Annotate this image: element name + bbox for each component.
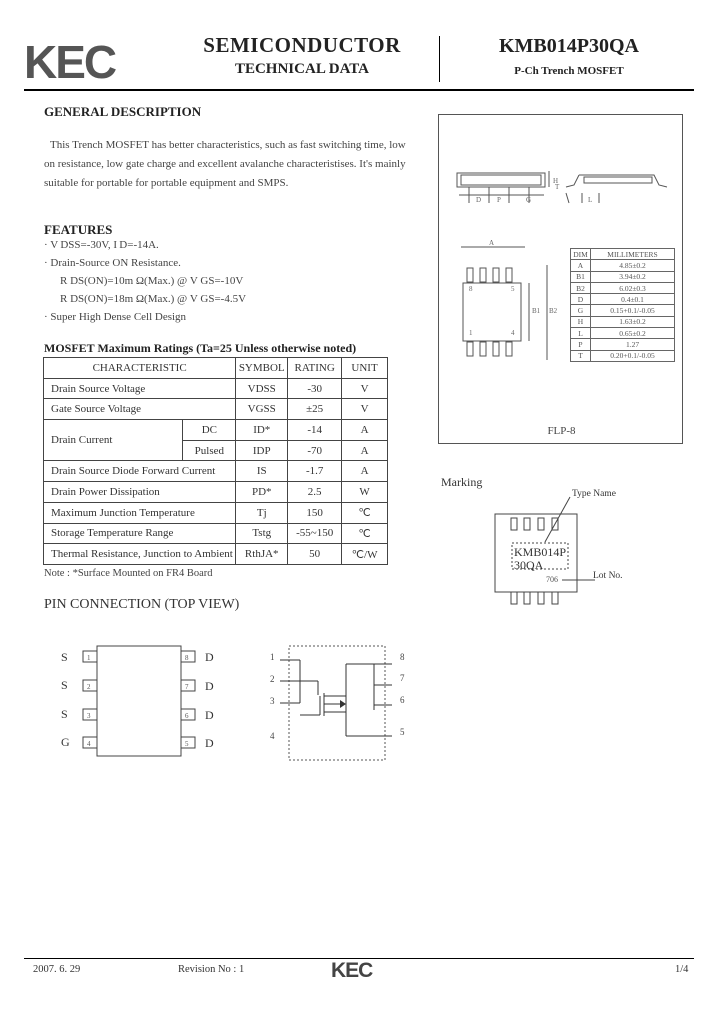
svg-text:G: G xyxy=(526,196,532,204)
cell-subcondition: Pulsed xyxy=(183,440,236,461)
package-name: FLP-8 xyxy=(547,425,576,437)
marking-pin xyxy=(538,592,544,604)
ratings-header-row xyxy=(44,358,388,379)
pin-number: 8 xyxy=(185,654,189,662)
dim-cell: 1.63±0.2 xyxy=(591,316,675,327)
desc-line: This Trench MOSFET has better characteristics, such as fast switching time, low xyxy=(50,139,406,151)
ratings-row xyxy=(44,523,388,544)
pin-label-right: D xyxy=(205,708,214,722)
cell-symbol: VGSS xyxy=(236,399,288,420)
svg-text:KEC: KEC xyxy=(331,959,373,980)
svg-text:5: 5 xyxy=(511,285,515,293)
cell-unit: A xyxy=(342,440,388,461)
svg-text:B2: B2 xyxy=(549,307,558,315)
lot-no-label: Lot No. xyxy=(593,571,623,581)
ratings-row xyxy=(44,399,388,420)
marking-pin xyxy=(524,518,530,530)
svg-text:L: L xyxy=(588,196,593,204)
dim-cell: B2 xyxy=(571,282,591,293)
cell-unit: ℃ xyxy=(342,523,388,544)
feature-item: · Drain-Source ON Resistance. xyxy=(44,257,181,269)
svg-text:D: D xyxy=(476,196,482,204)
marking-pin xyxy=(552,592,558,604)
cell-symbol: IS xyxy=(236,461,288,482)
pin-label-right: D xyxy=(205,650,214,664)
cell-characteristic: Thermal Resistance, Junction to Ambient xyxy=(44,544,236,565)
ratings-row xyxy=(44,544,388,565)
general-description xyxy=(44,136,424,193)
marking-pin xyxy=(511,518,517,530)
dim-cell: P xyxy=(571,339,591,350)
cell-unit: V xyxy=(342,399,388,420)
svg-text:A: A xyxy=(489,239,495,247)
dim-cell: L xyxy=(571,328,591,339)
dim-cell: 3.94±0.2 xyxy=(591,271,675,282)
type-name-label: Type Name xyxy=(572,489,616,499)
header-divider xyxy=(439,36,440,82)
dim-cell: 0.15+0.1/-0.05 xyxy=(591,305,675,316)
cell-rating: 2.5 xyxy=(288,482,342,503)
dim-cell: B1 xyxy=(571,271,591,282)
cell-rating: -70 xyxy=(288,440,342,461)
dim-cell: H xyxy=(571,316,591,327)
marking-lot-code: 706 xyxy=(546,575,558,584)
circuit-pin: 6 xyxy=(400,695,405,705)
header-title: SEMICONDUCTOR xyxy=(203,33,401,57)
desc-line: on resistance, low gate charge and excellent avalanche characteristises. It's mainly xyxy=(44,158,406,170)
cell-subcondition: DC xyxy=(183,420,236,441)
dim-row xyxy=(571,350,675,361)
part-number: KMB014P30QA xyxy=(499,35,639,57)
pin-number: 1 xyxy=(87,654,91,662)
cell-rating: 50 xyxy=(288,544,342,565)
feature-item: · V DSS=-30V, I D=-14A. xyxy=(44,239,159,251)
features-list xyxy=(44,236,424,326)
cell-characteristic: Maximum Junction Temperature xyxy=(44,502,236,523)
ratings-row xyxy=(44,482,388,503)
ratings-row xyxy=(44,378,388,399)
cell-symbol: IDP xyxy=(236,440,288,461)
circuit-pin: 3 xyxy=(270,696,275,706)
footer-logo xyxy=(331,958,391,980)
cell-unit: W xyxy=(342,482,388,503)
pin-label-left: G xyxy=(61,735,70,749)
pin-number: 2 xyxy=(87,683,91,691)
feature-item: · Super High Dense Cell Design xyxy=(44,311,187,323)
pin-number: 5 xyxy=(185,740,189,748)
ratings-row xyxy=(44,420,388,441)
mosfet-circuit-diagram xyxy=(262,640,422,765)
footer-revision: Revision No : 1 xyxy=(178,964,245,975)
marking-line-2: 30QA xyxy=(514,558,544,572)
package-side-view xyxy=(457,171,667,203)
cell-characteristic: Drain Power Dissipation xyxy=(44,482,236,503)
dim-cell: 0.20+0.1/-0.05 xyxy=(591,350,675,361)
dim-cell: G xyxy=(571,305,591,316)
pin-number: 7 xyxy=(185,683,189,691)
cell-unit: V xyxy=(342,378,388,399)
svg-text:T: T xyxy=(555,183,560,191)
cell-symbol: Tj xyxy=(236,502,288,523)
dim-row xyxy=(571,294,675,305)
header-unit: UNIT xyxy=(342,358,388,379)
general-heading: GENERAL DESCRIPTION xyxy=(44,104,202,119)
dim-row xyxy=(571,316,675,327)
marking-line-1: KMB014P xyxy=(514,545,567,559)
cell-rating: -30 xyxy=(288,378,342,399)
circuit-pin: 7 xyxy=(400,673,405,683)
circuit-pin: 1 xyxy=(270,652,275,662)
cell-symbol: ID* xyxy=(236,420,288,441)
cell-characteristic: Storage Temperature Range xyxy=(44,523,236,544)
circuit-pin: 4 xyxy=(270,731,275,741)
cell-rating: 150 xyxy=(288,502,342,523)
footer-date: 2007. 6. 29 xyxy=(33,964,81,975)
svg-text:B1: B1 xyxy=(532,307,541,315)
cell-symbol: PD* xyxy=(236,482,288,503)
dim-cell: 4.85±0.2 xyxy=(591,260,675,271)
svg-text:8: 8 xyxy=(469,285,473,293)
cell-symbol: VDSS xyxy=(236,378,288,399)
dim-row xyxy=(571,339,675,350)
dim-cell: T xyxy=(571,350,591,361)
pin-connection-heading: PIN CONNECTION (TOP VIEW) xyxy=(44,597,240,612)
package-top-view xyxy=(461,247,547,360)
dim-cell: D xyxy=(571,294,591,305)
svg-text:P: P xyxy=(497,196,501,204)
ratings-table xyxy=(43,357,388,565)
cell-characteristic: Drain Source Diode Forward Current xyxy=(44,461,236,482)
cell-rating: -55~150 xyxy=(288,523,342,544)
svg-text:1: 1 xyxy=(469,329,473,337)
cell-characteristic: Drain Current xyxy=(44,420,183,461)
pin-number: 4 xyxy=(87,740,91,748)
header-rating: RATING xyxy=(288,358,342,379)
cell-rating: -14 xyxy=(288,420,342,441)
dim-cell: 1.27 xyxy=(591,339,675,350)
pin-number: 6 xyxy=(185,712,189,720)
cell-rating: ±25 xyxy=(288,399,342,420)
cell-symbol: Tstg xyxy=(236,523,288,544)
svg-text:4: 4 xyxy=(511,329,515,337)
marking-pin xyxy=(511,592,517,604)
dim-row xyxy=(571,260,675,271)
pin-label-left: S xyxy=(61,678,68,692)
cell-unit: A xyxy=(342,461,388,482)
dim-row xyxy=(571,282,675,293)
dim-cell: 0.4±0.1 xyxy=(591,294,675,305)
header-symbol: SYMBOL xyxy=(236,358,288,379)
ratings-row xyxy=(44,502,388,523)
dim-cell: 6.02±0.3 xyxy=(591,282,675,293)
dim-cell: A xyxy=(571,260,591,271)
pin-label-right: D xyxy=(205,679,214,693)
ratings-row xyxy=(44,461,388,482)
marking-pin xyxy=(524,592,530,604)
cell-unit: ℃ xyxy=(342,502,388,523)
marking-heading: Marking xyxy=(441,475,483,489)
ratings-note: Note : *Surface Mounted on FR4 Board xyxy=(44,568,213,579)
svg-text:H: H xyxy=(553,177,559,185)
dim-header-cell: DIM xyxy=(571,249,591,260)
pin-label-left: S xyxy=(61,650,68,664)
cell-characteristic: Gate Source Voltage xyxy=(44,399,236,420)
marking-pin xyxy=(538,518,544,530)
pin-label-left: S xyxy=(61,707,68,721)
header-characteristic: CHARACTERISTIC xyxy=(44,358,236,379)
feature-item: R DS(ON)=18m Ω(Max.) @ V GS=-4.5V xyxy=(60,293,247,305)
cell-rating: -1.7 xyxy=(288,461,342,482)
cell-characteristic: Drain Source Voltage xyxy=(44,378,236,399)
side-view-labels xyxy=(476,177,592,204)
ratings-title: MOSFET Maximum Ratings (Ta=25 Unless otherwise noted) xyxy=(44,341,357,355)
circuit-pin: 8 xyxy=(400,652,405,662)
top-view-labels xyxy=(469,239,558,337)
dim-cell: 0.65±0.2 xyxy=(591,328,675,339)
cell-unit: A xyxy=(342,420,388,441)
dim-row xyxy=(571,305,675,316)
feature-item: R DS(ON)=10m Ω(Max.) @ V GS=-10V xyxy=(60,275,244,287)
features-heading: FEATURES xyxy=(44,222,113,237)
cell-symbol: RthJA* xyxy=(236,544,288,565)
dim-header-row xyxy=(571,249,675,260)
kec-logo xyxy=(24,38,134,82)
svg-text:KEC: KEC xyxy=(24,38,116,82)
header-rule xyxy=(24,89,694,91)
circuit-pin: 2 xyxy=(270,674,275,684)
header-subtitle: TECHNICAL DATA xyxy=(234,61,370,77)
marking-diagram xyxy=(480,482,680,614)
circuit-pin: 5 xyxy=(400,727,405,737)
pinout-diagram xyxy=(55,640,225,765)
footer-page: 1/4 xyxy=(675,964,689,975)
pin-label-right: D xyxy=(205,736,214,750)
dim-row xyxy=(571,328,675,339)
dim-header-cell: MILLIMETERS xyxy=(591,249,675,260)
cell-unit: ℃/W xyxy=(342,544,388,565)
pin-number: 3 xyxy=(87,712,91,720)
part-type: P-Ch Trench MOSFET xyxy=(514,65,624,77)
dim-row xyxy=(571,271,675,282)
desc-line: suitable for portable for portable equipment and SMPS. xyxy=(44,177,289,189)
dimension-table xyxy=(570,248,675,362)
